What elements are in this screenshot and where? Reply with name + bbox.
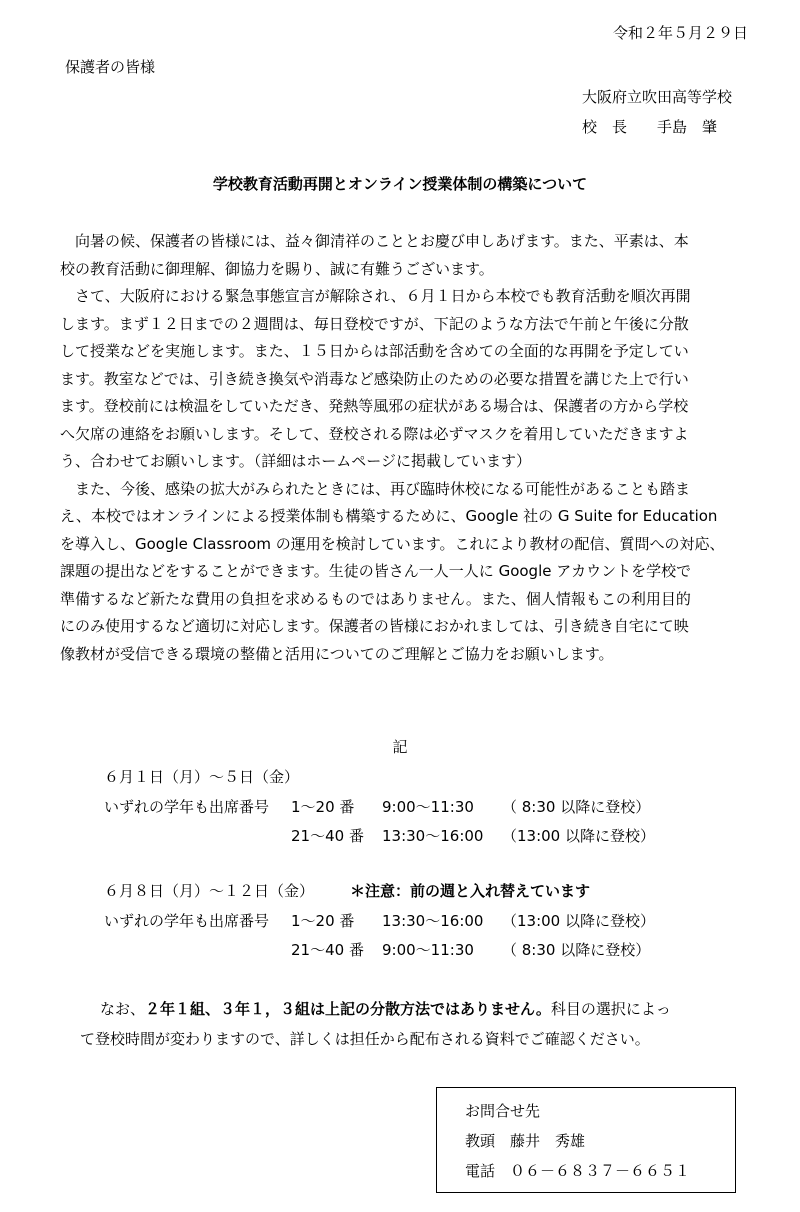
body-line: 課題の提出などをすることができます。生徒の皆さん一人一人に Google アカウントを学校で bbox=[60, 562, 692, 580]
letter-date: 令和２年５月２９日 bbox=[612, 24, 748, 42]
schedule-time: 13:30～16:00 bbox=[382, 827, 484, 845]
body-line: します。まず１２日までの２週間は、毎日登校ですが、下記のような方法で午前と午後に分散 bbox=[60, 314, 689, 333]
body-line: 校の教育活動に御理解、御協力を賜り、誠に有難うございます。 bbox=[60, 259, 494, 278]
contact-box bbox=[436, 1087, 736, 1193]
principal-title: 校 長 bbox=[582, 118, 628, 136]
body-line: へ欠席の連絡をお願いします。そして、登校される際は必ずマスクを着用していただきますよ bbox=[60, 424, 689, 443]
body-line: 向暑の候、保護者の皆様には、益々御清祥のこととお慶び申しあげます。また、平素は、本 bbox=[75, 232, 689, 250]
closing-line-2: て登校時間が変わりますので、詳しくは担任から配布される資料でご確認ください。 bbox=[80, 1030, 650, 1048]
schedule-numbers: 1～20 番 bbox=[291, 912, 355, 930]
closing-note bbox=[80, 994, 671, 1054]
body-line: ます。登校前には検温をしていただき、発熱等風邪の症状がある場合は、保護者の方から学校 bbox=[60, 397, 689, 415]
closing-exception: ２年１組、３年１，３組は上記の分散方法ではありません。 bbox=[145, 1000, 551, 1018]
contact-heading: お問合せ先 bbox=[465, 1102, 541, 1120]
closing-prefix: なお、 bbox=[100, 1000, 146, 1018]
body-line: また、今後、感染の拡大がみられたときには、再び臨時休校になる可能性があることも踏ま bbox=[75, 479, 691, 498]
schedule-arrival: （13:00 以降に登校） bbox=[502, 912, 655, 930]
schedule-period: ６月１日（月）～５日（金） bbox=[104, 768, 300, 786]
schedule-numbers: 21～40 番 bbox=[291, 941, 364, 959]
body-line: して授業などを実施します。また、１５日からは部活動を含めての全面的な再開を予定してい bbox=[60, 342, 689, 360]
principal-signature bbox=[582, 116, 717, 137]
closing-line-1 bbox=[100, 994, 671, 1024]
schedule-time: 13:30～16:00 bbox=[382, 912, 484, 930]
body-line: にのみ使用するなど適切に対応します。保護者の皆様におかれましては、引き続き自宅にて映 bbox=[60, 617, 689, 635]
letter-body bbox=[60, 228, 760, 668]
schedule-group: いずれの学年も出席番号 bbox=[104, 912, 270, 930]
schedule-period: ６月８日（月）～１２日（金） bbox=[104, 882, 315, 900]
principal-name: 手島 肇 bbox=[657, 118, 718, 136]
contact-phone: 電話 ０６－６８３７－６６５１ bbox=[465, 1162, 691, 1180]
closing-suffix: 科目の選択によっ bbox=[550, 1000, 671, 1018]
body-line: え、本校ではオンラインによる授業体制も構築するために、Google 社の G Suite for Education bbox=[60, 507, 718, 525]
schedule-time: 9:00～11:30 bbox=[382, 941, 474, 959]
school-name: 大阪府立吹田高等学校 bbox=[582, 88, 733, 106]
body-line: 準備するなど新たな費用の負担を求めるものではありません。また、個人情報もこの利用目的 bbox=[60, 589, 691, 608]
schedule-numbers: 1～20 番 bbox=[291, 798, 355, 816]
schedule-arrival: （13:00 以降に登校） bbox=[502, 827, 655, 845]
body-line: さて、大阪府における緊急事態宣言が解除され、６月１日から本校でも教育活動を順次再開 bbox=[75, 287, 691, 305]
document-title: 学校教育活動再開とオンライン授業体制の構築について bbox=[212, 175, 588, 193]
contact-person: 教頭 藤井 秀雄 bbox=[465, 1132, 586, 1150]
body-line: を導入し、Google Classroom の運用を検討しています。これにより教材の配信、質問への対応、 bbox=[60, 534, 725, 553]
schedule-note: ＊注意：前の週と入れ替えています bbox=[350, 882, 591, 900]
schedule-time: 9:00～11:30 bbox=[382, 798, 474, 816]
schedule-numbers: 21～40 番 bbox=[291, 827, 364, 845]
schedule-arrival: （ 8:30 以降に登校） bbox=[502, 798, 651, 816]
recipient: 保護者の皆様 bbox=[65, 58, 156, 76]
schedule-arrival: （ 8:30 以降に登校） bbox=[502, 941, 651, 959]
body-line: う、合わせてお願いします。（詳細はホームページに掲載しています） bbox=[60, 452, 532, 470]
schedule-group: いずれの学年も出席番号 bbox=[104, 798, 270, 816]
body-line: 像教材が受信できる環境の整備と活用についてのご理解とご協力をお願いします。 bbox=[60, 644, 614, 663]
body-line: ます。教室などでは、引き続き換気や消毒など感染防止のための必要な措置を講じた上で行い bbox=[60, 369, 689, 388]
ki-heading: 記 bbox=[392, 738, 408, 756]
